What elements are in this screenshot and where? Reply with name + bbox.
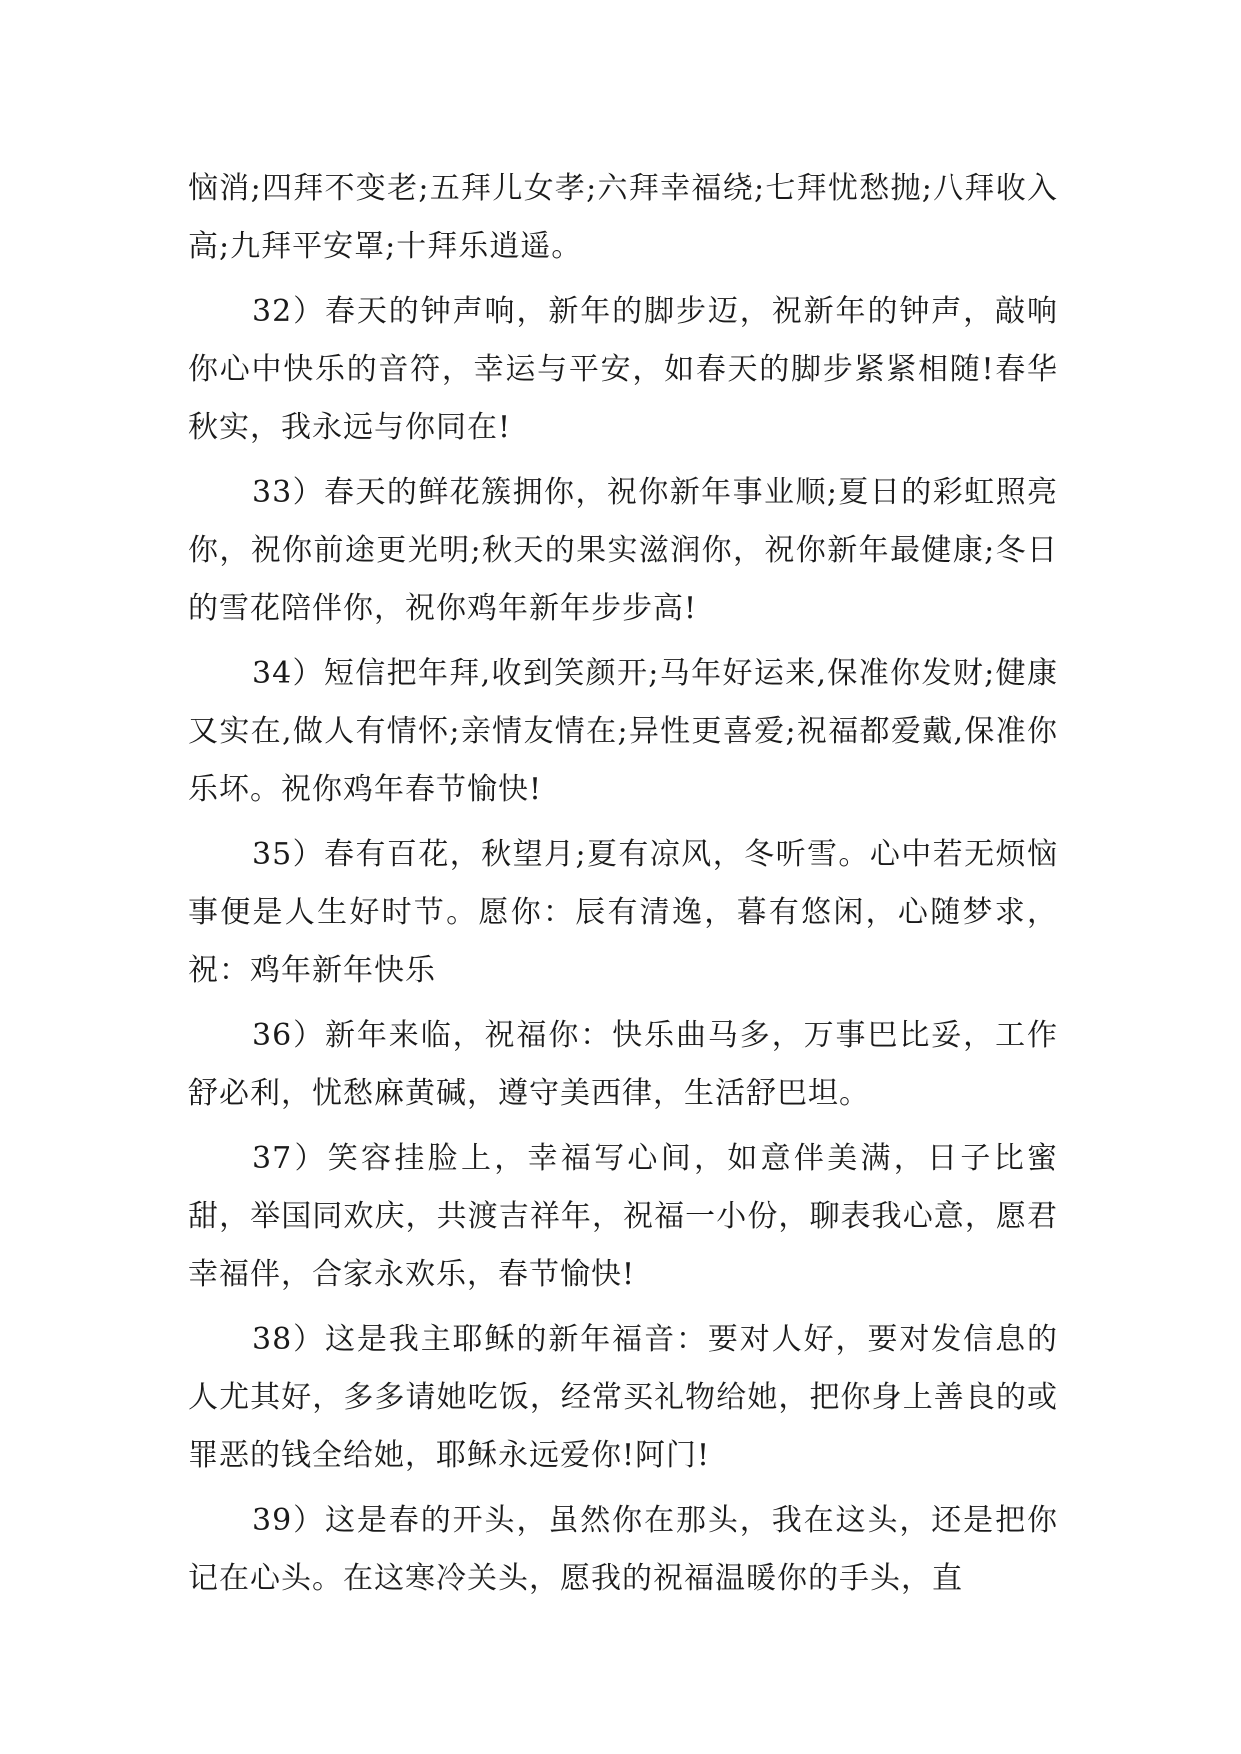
paragraph-39: 39）这是春的开头，虽然你在那头，我在这头，还是把你记在心头。在这寒冷关头，愿我的祝福温暖你的手头，直 xyxy=(188,1503,1058,1596)
paragraph-32: 32）春天的钟声响，新年的脚步迈，祝新年的钟声，敲响你心中快乐的音符，幸运与平安，如春天的脚步紧紧相随!春华秋实，我永远与你同在! xyxy=(188,294,1058,445)
paragraph-37: 37）笑容挂脸上，幸福写心间，如意伴美满，日子比蜜甜，举国同欢庆，共渡吉祥年，祝福一小份，聊表我心意，愿君幸福伴，合家永欢乐，春节愉快! xyxy=(188,1141,1058,1292)
paragraph-38: 38）这是我主耶稣的新年福音：要对人好，要对发信息的人尤其好，多多请她吃饭，经常买礼物给她，把你身上善良的或罪恶的钱全给她，耶稣永远爱你!阿门! xyxy=(188,1322,1058,1473)
paragraph-36: 36）新年来临，祝福你：快乐曲马多，万事巴比妥，工作舒必利，忧愁麻黄碱，遵守美西律，生活舒巴坦。 xyxy=(188,1018,1058,1111)
document-body xyxy=(188,160,1058,1615)
paragraph-35: 35）春有百花，秋望月;夏有凉风，冬听雪。心中若无烦恼事便是人生好时节。愿你：辰有清逸，暮有悠闲，心随梦求，祝：鸡年新年快乐 xyxy=(188,837,1058,988)
paragraph-continuation: 恼消;四拜不变老;五拜儿女孝;六拜幸福绕;七拜忧愁抛;八拜收入高;九拜平安罩;十拜乐逍遥。 xyxy=(188,171,1058,264)
paragraph-34: 34）短信把年拜,收到笑颜开;马年好运来,保准你发财;健康又实在,做人有情怀;亲情友情在;异性更喜爱;祝福都爱戴,保准你乐坏。祝你鸡年春节愉快! xyxy=(188,656,1058,807)
paragraph-33: 33）春天的鲜花簇拥你，祝你新年事业顺;夏日的彩虹照亮你，祝你前途更光明;秋天的果实滋润你，祝你新年最健康;冬日的雪花陪伴你，祝你鸡年新年步步高! xyxy=(188,475,1058,626)
